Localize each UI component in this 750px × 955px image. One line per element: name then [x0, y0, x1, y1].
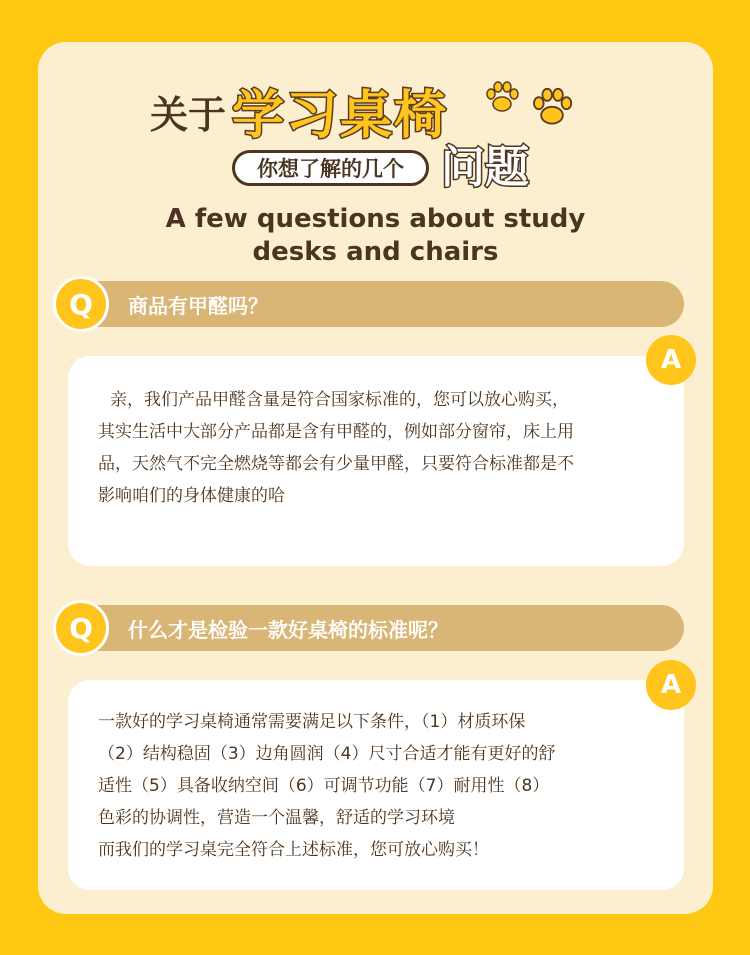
subtitle-outline: 问题 [441, 142, 529, 193]
answer-line: （2）结构稳固（3）边角圆润（4）尺寸合适才能有更好的舒 [98, 744, 556, 764]
a-badge: A [646, 660, 696, 710]
answer-card [68, 680, 684, 890]
question-bar [66, 281, 684, 327]
page-title [150, 72, 449, 146]
question-text: 商品有甲醛吗？ [128, 293, 268, 318]
title-prefix: 关于 [150, 93, 227, 137]
a-badge: A [646, 335, 696, 385]
question-text: 什么才是检验一款好桌椅的标准呢？ [128, 617, 448, 642]
question-bar [66, 605, 684, 651]
answer-line: 色彩的协调性，营造一个温馨，舒适的学习环境 [98, 808, 455, 828]
subtitle [232, 142, 529, 193]
paw-icon [528, 84, 576, 132]
q-badge: Q [53, 276, 109, 332]
english-line-2: desks and chairs [252, 237, 499, 267]
answer-line: 影响咱们的身体健康的哈 [98, 486, 285, 506]
title-main: 学习桌椅 [232, 86, 449, 146]
subtitle-pill: 你想了解的几个 [232, 150, 429, 186]
paw-icon [482, 78, 522, 118]
answer-line: 亲，我们产品甲醛含量是符合国家标准的，您可以放心购买， [110, 390, 569, 410]
answer-line: 一款好的学习桌椅通常需要满足以下条件，（1）材质环保 [98, 712, 526, 732]
english-line-1: A few questions about study [165, 204, 586, 234]
answer-line: 而我们的学习桌完全符合上述标准，您可放心购买！ [98, 840, 489, 860]
answer-card [68, 356, 684, 566]
q-badge: Q [53, 600, 109, 656]
answer-line: 其实生活中大部分产品都是含有甲醛的，例如部分窗帘，床上用 [98, 422, 574, 442]
answer-line: 品，天然气不完全燃烧等都会有少量甲醛，只要符合标准都是不 [98, 454, 574, 474]
answer-line: 适性（5）具备收纳空间（6）可调节功能（7）耐用性（8） [98, 776, 550, 796]
english-title [38, 203, 713, 269]
